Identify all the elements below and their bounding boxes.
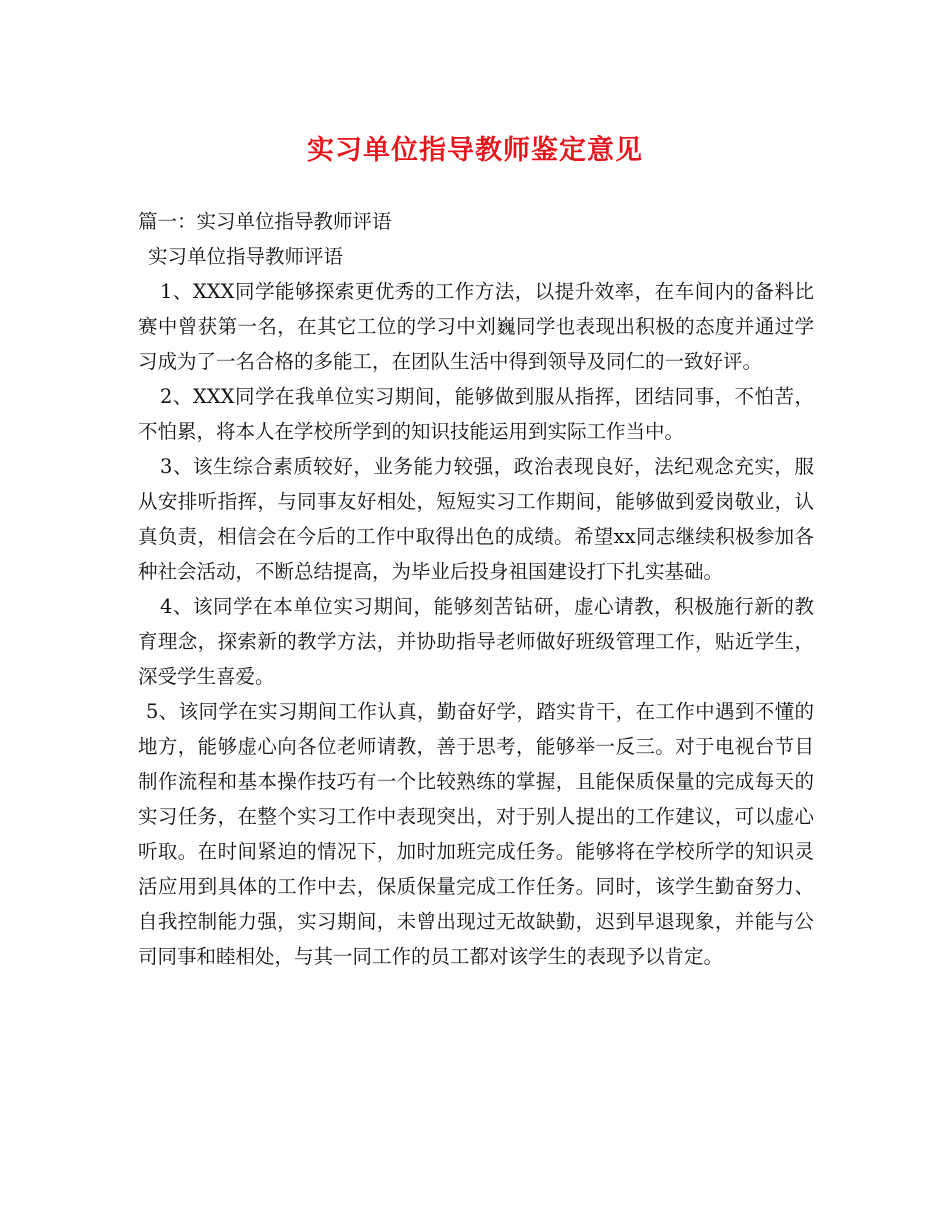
paragraph-2: 2、XXX同学在我单位实习期间，能够做到服从指挥，团结同事，不怕苦，不怕累，将本人在学校所学到的知识技能运用到实际工作当中。 (138, 385, 814, 443)
paragraph-5: 5、该同学在实习期间工作认真，勤奋好学，踏实肯干，在工作中遇到不懂的地方，能够虚心向各位老师请教，善于思考，能够举一反三。对于电视台节目制作流程和基本操作技巧有一个比较熟练的掌握，且能保质保量的完成每天的实习任务，在整个实习工作中表现突出，对于别人提出的工作建议，可以虚心听取。在时间紧迫的情况下，加时加班完成任务。能够将在学校所学的知识灵活应用到具体的工作中去，保质保量完成工作任务。同时，该学生勤奋努力、自我控制能力强，实习期间，未曾出现过无故缺勤，迟到早退现象，并能与公司同事和睦相处，与其一同工作的员工都对该学生的表现予以肯定。 (138, 700, 814, 968)
paragraph-3: 3、该生综合素质较好，业务能力较强，政治表现良好，法纪观念充实，服从安排听指挥，与同事友好相处，短短实习工作期间，能够做到爱岗敬业，认真负责，相信会在今后的工作中取得出色的成绩。希望xx同志继续积极参加各种社会活动，不断总结提高，为毕业后投身祖国建设打下扎实基础。 (138, 455, 814, 583)
chapter-heading: 篇一：实习单位指导教师评语 (138, 210, 392, 233)
sub-heading: 实习单位指导教师评语 (148, 245, 344, 268)
paragraph-4: 4、该同学在本单位实习期间，能够刻苦钻研，虚心请教，积极施行新的教育理念，探索新的教学方法，并协助指导老师做好班级管理工作，贴近学生，深受学生喜爱。 (138, 595, 814, 688)
document-title: 实习单位指导教师鉴定意见 (307, 135, 643, 166)
document-body (138, 204, 814, 974)
paragraph-1: 1、XXX同学能够探索更优秀的工作方法，以提升效率，在车间内的备料比赛中曾获第一名，在其它工位的学习中刘巍同学也表现出积极的态度并通过学习成为了一名合格的多能工，在团队生活中得到领导及同仁的一致好评。 (138, 280, 814, 373)
